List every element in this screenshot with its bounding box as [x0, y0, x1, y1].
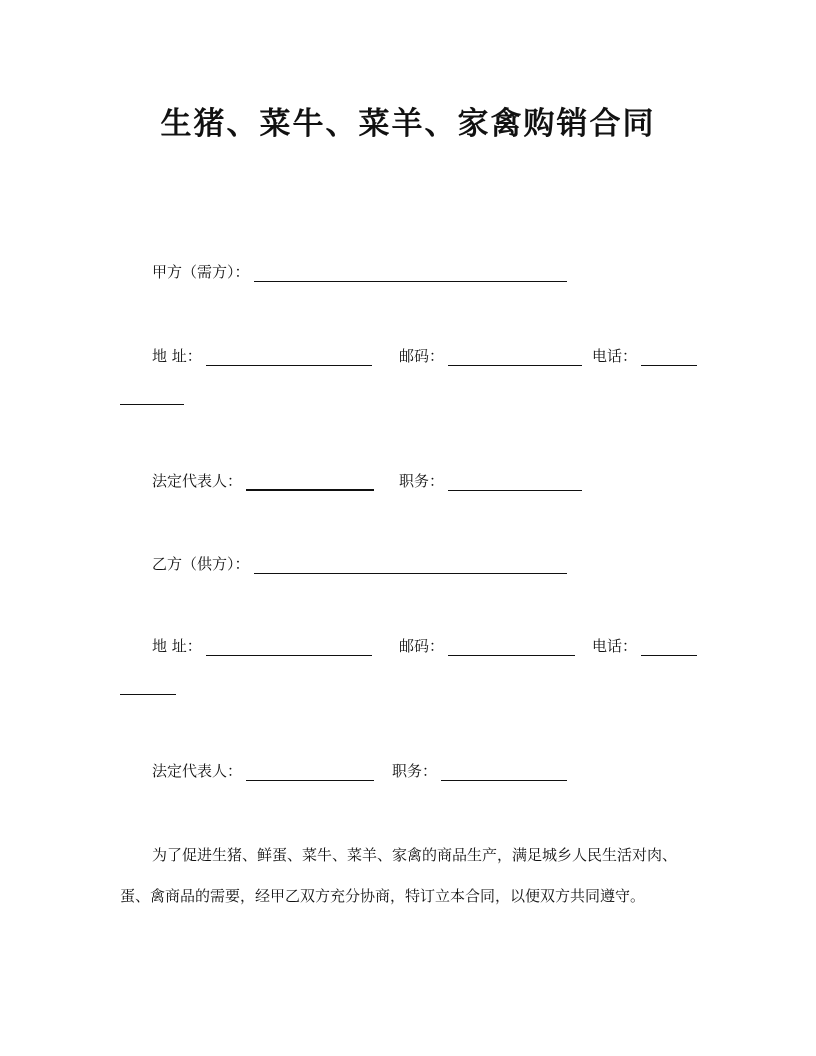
party-a-row — [152, 262, 567, 282]
party-a-postcode-label: 邮码： — [399, 347, 445, 365]
party-b-row — [152, 554, 567, 574]
party-a-position-label: 职务： — [399, 472, 445, 490]
party-b-phone-blank[interactable] — [641, 639, 697, 656]
party-b-legal-rep-row — [152, 761, 374, 781]
intro-line-2: 蛋、禽商品的需要，经甲乙双方充分协商，特订立本合同，以便双方共同遵守。 — [120, 887, 646, 905]
party-a-legal-rep-row — [152, 471, 374, 491]
party-b-phone-label: 电话： — [592, 637, 638, 655]
party-b-postcode-row — [399, 636, 575, 656]
party-b-phone-row — [592, 636, 697, 656]
party-b-address-row — [152, 636, 372, 656]
party-b-name-blank[interactable] — [254, 557, 567, 574]
party-a-phone-blank[interactable] — [641, 349, 697, 366]
party-a-legal-rep-blank[interactable] — [246, 473, 374, 491]
party-a-postcode-blank[interactable] — [448, 349, 582, 366]
party-b-position-label: 职务： — [392, 762, 438, 780]
party-b-address-blank[interactable] — [206, 639, 372, 656]
party-a-address-blank[interactable] — [206, 349, 372, 366]
party-b-phone-blank-continued[interactable] — [120, 693, 176, 695]
party-b-legal-rep-label: 法定代表人： — [152, 762, 243, 780]
party-a-position-row — [399, 471, 582, 491]
party-a-position-blank[interactable] — [448, 474, 582, 491]
party-a-name-blank[interactable] — [254, 265, 567, 282]
party-a-phone-row — [592, 346, 697, 366]
party-b-position-blank[interactable] — [441, 764, 567, 781]
intro-line-1: 为了促进生猪、鲜蛋、菜牛、菜羊、家禽的商品生产，满足城乡人民生活对肉、 — [152, 846, 678, 864]
party-a-phone-label: 电话： — [592, 347, 638, 365]
party-a-address-label: 地 址： — [152, 347, 202, 365]
party-a-label: 甲方（需方）： — [152, 263, 250, 281]
party-b-position-row — [392, 761, 567, 781]
document-title: 生猪、菜牛、菜羊、家禽购销合同 — [160, 106, 656, 142]
party-a-phone-blank-continued[interactable] — [120, 403, 184, 405]
party-a-postcode-row — [399, 346, 582, 366]
party-b-postcode-blank[interactable] — [448, 639, 575, 656]
party-a-legal-rep-label: 法定代表人： — [152, 472, 243, 490]
party-b-legal-rep-blank[interactable] — [246, 764, 374, 781]
party-b-label: 乙方（供方）： — [152, 555, 250, 573]
party-b-address-label: 地 址： — [152, 637, 202, 655]
party-b-postcode-label: 邮码： — [399, 637, 445, 655]
party-a-address-row — [152, 346, 372, 366]
